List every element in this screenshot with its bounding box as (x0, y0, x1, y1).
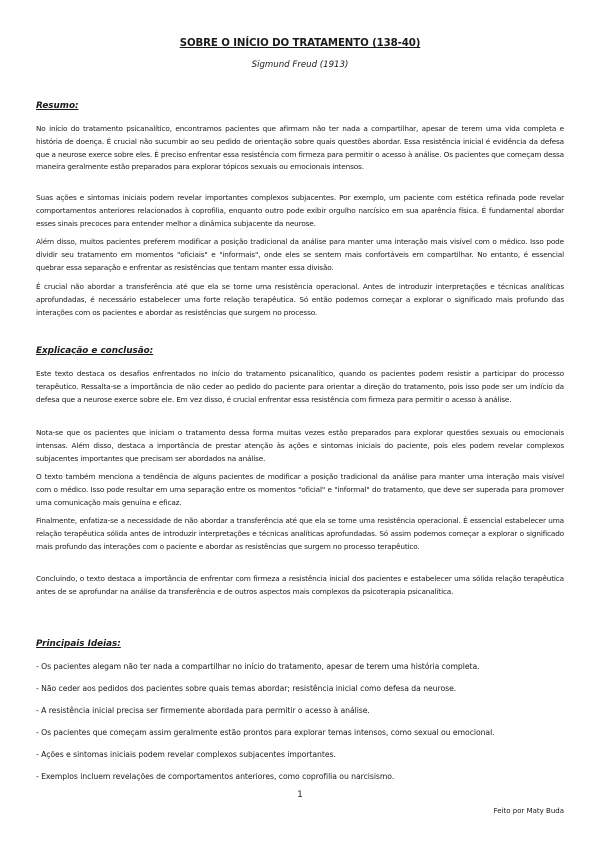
resumo-paragraph: É crucial não abordar a transferência até que ela se torne uma resistência operacional. Antes de introduzir interpretações e técnicas analíticas aprofundadas, é necessário estabelecer uma forte relação terapêutica. Só então podemos começar a explorar o significado mais profundo das interações com os pacientes e abordar as resistências que surgem no processo. (36, 282, 564, 317)
ideia-item: - Os pacientes que começam assim geralmente estão prontos para explorar temas intensos, como sexual ou emocional. (36, 728, 495, 737)
explicacao-paragraph: O texto também menciona a tendência de alguns pacientes de modificar a posição tradicional da análise para manter uma interação mais visível com o médico. Isso pode resultar em uma separação entre os momentos "oficial" e "informal" do tratamento, que deve ser superada para promover uma comunicação mais genuína e eficaz. (36, 472, 564, 507)
explicacao-heading: Explicação e conclusão: (36, 346, 154, 356)
resumo-paragraph: Além disso, muitos pacientes preferem modificar a posição tradicional da análise para manter uma interação mais visível com o médico. Isso pode dividir seu tratamento em momentos "oficiais" e "informais", onde eles se sentem mais confortáveis em compartilhar. No entanto, é essencial quebrar essa separação e enfrentar as resistências que tentam manter essa divisão. (36, 237, 564, 272)
resumo-heading: Resumo: (36, 101, 79, 111)
document-title: SOBRE O INÍCIO DO TRATAMENTO (138-40) (179, 38, 421, 49)
ideias-heading: Principais Ideias: (36, 639, 121, 649)
ideia-item: - Exemplos incluem revelações de comportamentos anteriores, como coprofilia ou narcisismo. (36, 772, 395, 781)
explicacao-paragraph: Finalmente, enfatiza-se a necessidade de não abordar a transferência até que ela se torne uma resistência operacional. É essencial estabelecer uma relação terapêutica sólida antes de introduzir interpretações e técnicas analíticas aprofundadas. Só assim podemos começar a explorar o significado mais profundo das interações com o paciente e abordar as resistências que surgem no processo terapêutico. (36, 516, 564, 551)
ideia-item: - Ações e sintomas iniciais podem revelar complexos subjacentes importantes. (36, 750, 336, 759)
footer-credit: Feito por Maty Buda (493, 807, 564, 815)
resumo-paragraph: No início do tratamento psicanalítico, encontramos pacientes que afirmam não ter nada a compartilhar, apesar de terem uma vida completa e história de doença. É crucial não sucumbir ao seu pedido de orientação sobre quais questões abordar. Essa resistência inicial é evidência da defesa que a neurose exerce sobre eles. É preciso enfrentar essa resistência com firmeza para permitir o acesso à análise. Os pacientes que começam dessa maneira geralmente estão preparados para explorar tópicos sexuais ou emocionais intensos. (36, 124, 564, 172)
explicacao-paragraph: Concluindo, o texto destaca a importância de enfrentar com firmeza a resistência inicial dos pacientes e estabelecer uma sólida relação terapêutica antes de se aprofundar na análise da transferência e de outros aspectos mais complexos da psicoterapia psicanalítica. (36, 574, 564, 596)
ideia-item: - Não ceder aos pedidos dos pacientes sobre quais temas abordar; resistência inicial como defesa da neurose. (36, 684, 457, 693)
explicacao-paragraph: Nota-se que os pacientes que iniciam o tratamento dessa forma muitas vezes estão preparados para explorar questões sexuais ou emocionais intensas. Além disso, destaca a importância de prestar atenção às ações e sintomas iniciais do paciente, pois eles podem revelar complexos subjacentes importantes que precisam ser abordados na análise. (36, 428, 564, 463)
ideia-item: - A resistência inicial precisa ser firmemente abordada para permitir o acesso à análise. (36, 706, 370, 715)
explicacao-paragraph: Este texto destaca os desafios enfrentados no início do tratamento psicanalítico, quando os pacientes podem resistir a participar do processo terapêutico. Ressalta-se a importância de não ceder ao pedido do paciente para orientar a direção do tratamento, pois isso pode ser um indício da defesa que a neurose exerce sobre ele. Em vez disso, é crucial enfrentar essa resistência com firmeza para permitir o acesso à análise. (36, 369, 564, 404)
resumo-paragraph: Suas ações e sintomas iniciais podem revelar importantes complexos subjacentes. Por exemplo, um paciente com estética refinada pode revelar comportamentos anteriores relacionados à coprofilia, enquanto outro pode exibir orgulho narcísico em sua aparência física. É fundamental abordar esses sinais precoces para entender melhor a dinâmica subjacente da neurose. (36, 193, 564, 228)
document-author: Sigmund Freud (1913) (251, 60, 349, 70)
page-number: 1 (297, 790, 303, 800)
ideia-item: - Os pacientes alegam não ter nada a compartilhar no início do tratamento, apesar de terem uma história completa. (36, 662, 480, 671)
